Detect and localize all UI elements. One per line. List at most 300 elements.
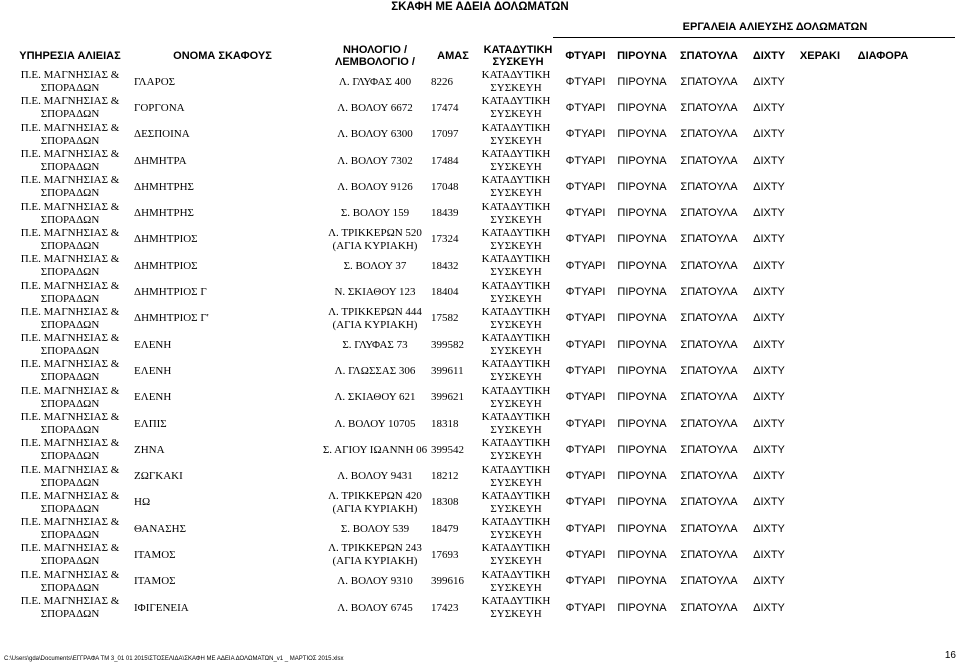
table-row <box>6 490 916 516</box>
registry-line1: Λ. ΒΟΛΟΥ 7302 <box>337 154 413 167</box>
table-row <box>6 569 916 595</box>
cell-tool-spatula: ΣΠΑΤΟΥΛΑ <box>680 470 738 483</box>
cell-tool-other <box>850 437 916 463</box>
cell-tool-net: ΔΙΧΤΥ <box>753 601 785 614</box>
cell-diving-gear <box>475 569 557 595</box>
diving-gear-line2: ΣΥΣΚΕΥΗ <box>490 213 542 226</box>
cell-ama: 17484 <box>431 154 459 167</box>
cell-registry <box>319 411 431 437</box>
cell-registry <box>319 69 431 95</box>
diving-gear-line1: ΚΑΤΑΔΥΤΙΚΗ <box>481 305 551 318</box>
cell-diving-gear <box>475 490 557 516</box>
registry-line1: Λ. ΒΟΛΟΥ 9126 <box>337 180 413 193</box>
table-row <box>6 253 916 279</box>
cell-tool-shovel: ΦΤΥΑΡΙ <box>565 207 606 220</box>
cell-service <box>6 95 134 121</box>
cell-vessel-name: ΔΕΣΠΟΙΝΑ <box>134 128 190 141</box>
cell-tool-other <box>850 227 916 253</box>
cell-diving-gear <box>475 253 557 279</box>
cell-service <box>6 516 134 542</box>
cell-vessel-name: ΓΟΡΓΟΝΑ <box>134 101 185 114</box>
diving-gear-line2: ΣΥΣΚΕΥΗ <box>490 502 542 515</box>
cell-vessel-name: ΙΦΙΓΕΝΕΙΑ <box>134 601 189 614</box>
cell-tool-net: ΔΙΧΤΥ <box>753 575 785 588</box>
diving-gear-line1: ΚΑΤΑΔΥΤΙΚΗ <box>481 95 551 108</box>
cell-tool-hand <box>790 385 850 411</box>
cell-tool-other <box>850 463 916 489</box>
diving-gear-line1: ΚΑΤΑΔΥΤΙΚΗ <box>481 384 551 397</box>
cell-vessel-name: ΖΩΓΚΑΚΙ <box>134 470 183 483</box>
cell-tool-other <box>850 358 916 384</box>
cell-diving-gear <box>475 358 557 384</box>
cell-vessel-name: ΔΗΜΗΤΡΙΟΣ <box>134 259 198 272</box>
cell-registry <box>319 332 431 358</box>
cell-service <box>6 279 134 305</box>
cell-tool-net: ΔΙΧΤΥ <box>753 180 785 193</box>
registry-line2: (ΑΓΙΑ ΚΥΡΙΑΚΗ) <box>332 239 418 252</box>
cell-tool-fork: ΠΙΡΟΥΝΑ <box>617 312 667 325</box>
service-line2: ΣΠΟΡΑΔΩΝ <box>40 424 100 436</box>
cell-tool-hand <box>790 227 850 253</box>
diving-gear-line1: ΚΑΤΑΔΥΤΙΚΗ <box>481 542 551 555</box>
header-diving-gear-line2: ΣΥΣΚΕΥΗ <box>492 55 544 68</box>
cell-ama: 399611 <box>431 364 464 377</box>
cell-vessel-name: ΙΤΑΜΟΣ <box>134 548 176 561</box>
cell-tool-net: ΔΙΧΤΥ <box>753 338 785 351</box>
cell-tool-hand <box>790 463 850 489</box>
cell-diving-gear <box>475 69 557 95</box>
cell-tool-net: ΔΙΧΤΥ <box>753 391 785 404</box>
cell-tool-spatula: ΣΠΑΤΟΥΛΑ <box>680 128 738 141</box>
diving-gear-line1: ΚΑΤΑΔΥΤΙΚΗ <box>481 489 551 502</box>
cell-service <box>6 227 134 253</box>
cell-tool-hand <box>790 200 850 226</box>
cell-tool-spatula: ΣΠΑΤΟΥΛΑ <box>680 233 738 246</box>
cell-vessel-name: ΕΛΠΙΣ <box>134 417 167 430</box>
diving-gear-line2: ΣΥΣΚΕΥΗ <box>490 266 542 279</box>
diving-gear-line1: ΚΑΤΑΔΥΤΙΚΗ <box>481 437 551 450</box>
registry-line1: Λ. ΓΛΩΣΣΑΣ 306 <box>334 364 416 377</box>
cell-registry <box>319 490 431 516</box>
cell-tool-other <box>850 200 916 226</box>
cell-tool-spatula: ΣΠΑΤΟΥΛΑ <box>680 417 738 430</box>
cell-tool-spatula: ΣΠΑΤΟΥΛΑ <box>680 207 738 220</box>
cell-tool-hand <box>790 122 850 148</box>
cell-tool-fork: ΠΙΡΟΥΝΑ <box>617 548 667 561</box>
cell-tool-spatula: ΣΠΑΤΟΥΛΑ <box>680 338 738 351</box>
cell-registry <box>319 279 431 305</box>
cell-registry <box>319 385 431 411</box>
table-row <box>6 122 916 148</box>
cell-tool-shovel: ΦΤΥΑΡΙ <box>565 338 606 351</box>
service-line1: Π.Ε. ΜΑΓΝΗΣΙΑΣ & <box>20 174 120 187</box>
cell-tool-fork: ΠΙΡΟΥΝΑ <box>617 128 667 141</box>
cell-tool-spatula: ΣΠΑΤΟΥΛΑ <box>680 312 738 325</box>
cell-service <box>6 411 134 437</box>
header-diving-gear-line1: ΚΑΤΑΔΥΤΙΚΗ <box>483 43 553 56</box>
cell-ama: 399542 <box>431 443 464 456</box>
cell-tool-net: ΔΙΧΤΥ <box>753 154 785 167</box>
cell-registry <box>319 174 431 200</box>
cell-diving-gear <box>475 306 557 332</box>
cell-ama: 18439 <box>431 207 459 220</box>
service-line2: ΣΠΟΡΑΔΩΝ <box>40 450 100 463</box>
cell-tool-hand <box>790 332 850 358</box>
cell-registry <box>319 200 431 226</box>
service-line2: ΣΠΟΡΑΔΩΝ <box>40 108 100 121</box>
diving-gear-line2: ΣΥΣΚΕΥΗ <box>490 581 542 594</box>
table-row <box>6 516 916 542</box>
service-line2: ΣΠΟΡΑΔΩΝ <box>40 213 100 226</box>
registry-line1: Λ. ΣΚΙΑΘΟΥ 621 <box>334 391 416 404</box>
table-row <box>6 358 916 384</box>
cell-tool-spatula: ΣΠΑΤΟΥΛΑ <box>680 180 738 193</box>
cell-tool-hand <box>790 358 850 384</box>
table-row <box>6 200 916 226</box>
table-row <box>6 411 916 437</box>
cell-tool-hand <box>790 411 850 437</box>
header-tool-spatula: ΣΠΑΤΟΥΛΑ <box>680 49 738 62</box>
cell-registry <box>319 122 431 148</box>
cell-tool-shovel: ΦΤΥΑΡΙ <box>565 601 606 614</box>
service-line1: Π.Ε. ΜΑΓΝΗΣΙΑΣ & <box>20 542 120 555</box>
tools-group-title: ΕΡΓΑΛΕΙΑ ΑΛΙΕΥΣΗΣ ΔΟΛΩΜΑΤΩΝ <box>682 21 868 33</box>
cell-ama: 18432 <box>431 259 459 272</box>
cell-tool-net: ΔΙΧΤΥ <box>753 443 785 456</box>
cell-tool-spatula: ΣΠΑΤΟΥΛΑ <box>680 286 738 299</box>
registry-line1: Λ. ΒΟΛΟΥ 6672 <box>337 101 413 114</box>
cell-vessel-name: ΕΛΕΝΗ <box>134 364 172 377</box>
cell-registry <box>319 595 431 621</box>
cell-diving-gear <box>475 95 557 121</box>
cell-service <box>6 332 134 358</box>
cell-tool-fork: ΠΙΡΟΥΝΑ <box>617 207 667 220</box>
registry-line1: Λ. ΤΡΙΚΚΕΡΩΝ 420 <box>328 489 422 502</box>
cell-tool-other <box>850 490 916 516</box>
diving-gear-line1: ΚΑΤΑΔΥΤΙΚΗ <box>481 332 551 345</box>
cell-ama: 17324 <box>431 233 459 246</box>
service-line1: Π.Ε. ΜΑΓΝΗΣΙΑΣ & <box>20 121 120 134</box>
diving-gear-line2: ΣΥΣΚΕΥΗ <box>490 187 542 200</box>
cell-service <box>6 69 134 95</box>
cell-tool-fork: ΠΙΡΟΥΝΑ <box>617 233 667 246</box>
service-line2: ΣΠΟΡΑΔΩΝ <box>40 529 100 542</box>
cell-diving-gear <box>475 463 557 489</box>
cell-ama: 8226 <box>431 75 453 88</box>
cell-tool-net: ΔΙΧΤΥ <box>753 522 785 535</box>
header-tool-shovel: ΦΤΥΑΡΙ <box>565 49 606 62</box>
tools-group-divider <box>553 37 955 38</box>
diving-gear-line2: ΣΥΣΚΕΥΗ <box>490 529 542 542</box>
cell-tool-spatula: ΣΠΑΤΟΥΛΑ <box>680 443 738 456</box>
cell-ama: 17097 <box>431 128 459 141</box>
diving-gear-line1: ΚΑΤΑΔΥΤΙΚΗ <box>481 568 551 581</box>
service-line2: ΣΠΟΡΑΔΩΝ <box>40 266 100 279</box>
cell-tool-shovel: ΦΤΥΑΡΙ <box>565 154 606 167</box>
cell-vessel-name: ΔΗΜΗΤΡΑ <box>134 154 187 167</box>
table-row <box>6 595 916 621</box>
cell-tool-fork: ΠΙΡΟΥΝΑ <box>617 417 667 430</box>
table-row <box>6 306 916 332</box>
cell-diving-gear <box>475 595 557 621</box>
cell-service <box>6 595 134 621</box>
service-line1: Π.Ε. ΜΑΓΝΗΣΙΑΣ & <box>20 305 120 318</box>
document-title: ΣΚΑΦΗ ΜΕ ΑΔΕΙΑ ΔΟΛΩΜΑΤΩΝ <box>391 1 569 13</box>
cell-tool-net: ΔΙΧΤΥ <box>753 259 785 272</box>
cell-tool-other <box>850 595 916 621</box>
cell-service <box>6 174 134 200</box>
cell-service <box>6 306 134 332</box>
cell-diving-gear <box>475 332 557 358</box>
diving-gear-line1: ΚΑΤΑΔΥΤΙΚΗ <box>481 174 551 187</box>
cell-vessel-name: ΗΩ <box>134 496 151 509</box>
table-row <box>6 385 916 411</box>
cell-tool-fork: ΠΙΡΟΥΝΑ <box>617 601 667 614</box>
service-line2: ΣΠΟΡΑΔΩΝ <box>40 134 100 147</box>
cell-vessel-name: ΔΗΜΗΤΡΗΣ <box>134 180 194 193</box>
cell-registry <box>319 516 431 542</box>
diving-gear-line1: ΚΑΤΑΔΥΤΙΚΗ <box>481 226 551 239</box>
registry-line1: Λ. ΒΟΛΟΥ 10705 <box>334 417 416 430</box>
service-line2: ΣΠΟΡΑΔΩΝ <box>40 161 100 174</box>
table-row <box>6 279 916 305</box>
cell-tool-hand <box>790 95 850 121</box>
service-line2: ΣΠΟΡΑΔΩΝ <box>40 476 100 489</box>
table-row <box>6 227 916 253</box>
cell-tool-other <box>850 279 916 305</box>
registry-line1: Σ. ΒΟΛΟΥ 539 <box>340 522 410 535</box>
cell-tool-fork: ΠΙΡΟΥΝΑ <box>617 391 667 404</box>
registry-line1: Σ. ΒΟΛΟΥ 37 <box>343 259 407 272</box>
cell-tool-net: ΔΙΧΤΥ <box>753 470 785 483</box>
diving-gear-line1: ΚΑΤΑΔΥΤΙΚΗ <box>481 358 551 371</box>
service-line1: Π.Ε. ΜΑΓΝΗΣΙΑΣ & <box>20 437 120 450</box>
cell-tool-other <box>850 174 916 200</box>
cell-service <box>6 200 134 226</box>
cell-tool-spatula: ΣΠΑΤΟΥΛΑ <box>680 575 738 588</box>
cell-tool-other <box>850 332 916 358</box>
cell-tool-shovel: ΦΤΥΑΡΙ <box>565 443 606 456</box>
cell-tool-spatula: ΣΠΑΤΟΥΛΑ <box>680 154 738 167</box>
cell-vessel-name: ΔΗΜΗΤΡΙΟΣ Γ' <box>134 312 209 325</box>
registry-line1: Λ. ΒΟΛΟΥ 6745 <box>337 601 413 614</box>
service-line2: ΣΠΟΡΑΔΩΝ <box>40 292 100 305</box>
cell-tool-net: ΔΙΧΤΥ <box>753 101 785 114</box>
cell-registry <box>319 542 431 568</box>
cell-ama: 17582 <box>431 312 459 325</box>
cell-tool-spatula: ΣΠΑΤΟΥΛΑ <box>680 391 738 404</box>
registry-line1: Λ. ΤΡΙΚΚΕΡΩΝ 520 <box>328 226 422 239</box>
cell-tool-net: ΔΙΧΤΥ <box>753 75 785 88</box>
cell-diving-gear <box>475 385 557 411</box>
cell-diving-gear <box>475 122 557 148</box>
cell-service <box>6 569 134 595</box>
service-line1: Π.Ε. ΜΑΓΝΗΣΙΑΣ & <box>20 463 120 476</box>
service-line2: ΣΠΟΡΑΔΩΝ <box>40 345 100 358</box>
diving-gear-line2: ΣΥΣΚΕΥΗ <box>490 345 542 358</box>
table-row <box>6 463 916 489</box>
cell-tool-net: ΔΙΧΤΥ <box>753 417 785 430</box>
cell-tool-fork: ΠΙΡΟΥΝΑ <box>617 496 667 509</box>
diving-gear-line2: ΣΥΣΚΕΥΗ <box>490 292 542 305</box>
table-row <box>6 148 916 174</box>
cell-diving-gear <box>475 411 557 437</box>
header-tool-fork: ΠΙΡΟΥΝΑ <box>617 49 667 62</box>
table-row <box>6 69 916 95</box>
table-row <box>6 95 916 121</box>
cell-tool-shovel: ΦΤΥΑΡΙ <box>565 522 606 535</box>
cell-diving-gear <box>475 227 557 253</box>
cell-ama: 17474 <box>431 101 459 114</box>
cell-service <box>6 148 134 174</box>
cell-registry <box>319 569 431 595</box>
cell-tool-hand <box>790 542 850 568</box>
cell-tool-fork: ΠΙΡΟΥΝΑ <box>617 259 667 272</box>
registry-line1: Λ. ΤΡΙΚΚΕΡΩΝ 444 <box>328 305 422 318</box>
cell-tool-shovel: ΦΤΥΑΡΙ <box>565 417 606 430</box>
diving-gear-line2: ΣΥΣΚΕΥΗ <box>490 134 542 147</box>
cell-tool-fork: ΠΙΡΟΥΝΑ <box>617 101 667 114</box>
cell-diving-gear <box>475 279 557 305</box>
header-registry-line2: ΛΕΜΒΟΛΟΓΙΟ / <box>335 55 415 68</box>
cell-tool-fork: ΠΙΡΟΥΝΑ <box>617 575 667 588</box>
cell-service <box>6 358 134 384</box>
diving-gear-line2: ΣΥΣΚΕΥΗ <box>490 397 542 410</box>
header-ama: ΑΜΑΣ <box>437 49 469 62</box>
cell-tool-hand <box>790 279 850 305</box>
diving-gear-line1: ΚΑΤΑΔΥΤΙΚΗ <box>481 148 551 161</box>
cell-tool-other <box>850 69 916 95</box>
diving-gear-line1: ΚΑΤΑΔΥΤΙΚΗ <box>481 595 551 608</box>
cell-ama: 17423 <box>431 601 459 614</box>
cell-tool-net: ΔΙΧΤΥ <box>753 207 785 220</box>
registry-line1: Λ. ΒΟΛΟΥ 6300 <box>337 128 413 141</box>
diving-gear-line2: ΣΥΣΚΕΥΗ <box>490 82 542 95</box>
service-line2: ΣΠΟΡΑΔΩΝ <box>40 82 100 95</box>
vessels-table <box>6 42 916 621</box>
cell-tool-shovel: ΦΤΥΑΡΙ <box>565 286 606 299</box>
service-line1: Π.Ε. ΜΑΓΝΗΣΙΑΣ & <box>20 279 120 292</box>
diving-gear-line1: ΚΑΤΑΔΥΤΙΚΗ <box>481 279 551 292</box>
service-line1: Π.Ε. ΜΑΓΝΗΣΙΑΣ & <box>20 516 120 529</box>
cell-ama: 18318 <box>431 417 459 430</box>
cell-registry <box>319 306 431 332</box>
cell-tool-spatula: ΣΠΑΤΟΥΛΑ <box>680 522 738 535</box>
table-header-row <box>6 42 916 69</box>
header-diving-gear <box>475 42 557 69</box>
diving-gear-line1: ΚΑΤΑΔΥΤΙΚΗ <box>481 69 551 82</box>
service-line1: Π.Ε. ΜΑΓΝΗΣΙΑΣ & <box>20 95 120 108</box>
cell-registry <box>319 227 431 253</box>
cell-diving-gear <box>475 148 557 174</box>
cell-diving-gear <box>475 200 557 226</box>
diving-gear-line1: ΚΑΤΑΔΥΤΙΚΗ <box>481 516 551 529</box>
cell-tool-fork: ΠΙΡΟΥΝΑ <box>617 522 667 535</box>
footer-file-path: C:\Users\gda\Documents\ΕΓΓΡΑΦΑ ΤΜ 3_01 01 2015\ΣΤΟΣΕΛΙΔΑ\ΣΚΑΦΗ ΜΕ ΑΔΕΙΑ ΔΟΛΩΜΑΤΩΝ_v1 _ ΜΑΡΤΙΟΣ 2015.xlsx <box>4 656 344 662</box>
cell-tool-net: ΔΙΧΤΥ <box>753 286 785 299</box>
registry-line1: Σ. ΑΓΙΟΥ ΙΩΑΝΝΗ 06 <box>322 443 428 456</box>
cell-tool-spatula: ΣΠΑΤΟΥΛΑ <box>680 496 738 509</box>
cell-registry <box>319 463 431 489</box>
cell-tool-other <box>850 385 916 411</box>
cell-tool-hand <box>790 437 850 463</box>
registry-line2: (ΑΓΙΑ ΚΥΡΙΑΚΗ) <box>332 502 418 515</box>
header-registry-line1: ΝΗΟΛΟΓΙΟ / <box>342 43 408 56</box>
registry-line1: Ν. ΣΚΙΑΘΟΥ 123 <box>334 286 416 299</box>
service-line1: Π.Ε. ΜΑΓΝΗΣΙΑΣ & <box>20 489 120 502</box>
cell-tool-fork: ΠΙΡΟΥΝΑ <box>617 75 667 88</box>
cell-tool-hand <box>790 595 850 621</box>
cell-tool-fork: ΠΙΡΟΥΝΑ <box>617 470 667 483</box>
cell-vessel-name: ΕΛΕΝΗ <box>134 391 172 404</box>
cell-tool-other <box>850 569 916 595</box>
cell-vessel-name: ΔΗΜΗΤΡΗΣ <box>134 207 194 220</box>
cell-tool-net: ΔΙΧΤΥ <box>753 496 785 509</box>
service-line2: ΣΠΟΡΑΔΩΝ <box>40 502 100 515</box>
diving-gear-line2: ΣΥΣΚΕΥΗ <box>490 108 542 121</box>
table-row <box>6 332 916 358</box>
cell-tool-fork: ΠΙΡΟΥΝΑ <box>617 338 667 351</box>
cell-tool-other <box>850 253 916 279</box>
diving-gear-line2: ΣΥΣΚΕΥΗ <box>490 450 542 463</box>
service-line1: Π.Ε. ΜΑΓΝΗΣΙΑΣ & <box>20 411 120 423</box>
cell-vessel-name: ΔΗΜΗΤΡΙΟΣ Γ <box>134 286 207 299</box>
cell-ama: 18212 <box>431 470 459 483</box>
service-line1: Π.Ε. ΜΑΓΝΗΣΙΑΣ & <box>20 568 120 581</box>
cell-ama: 17693 <box>431 548 459 561</box>
cell-tool-shovel: ΦΤΥΑΡΙ <box>565 364 606 377</box>
registry-line1: Λ. ΓΛΥΦΑΣ 400 <box>338 75 412 88</box>
cell-service <box>6 542 134 568</box>
cell-ama: 18308 <box>431 496 459 509</box>
cell-vessel-name: ΘΑΝΑΣΗΣ <box>134 522 186 535</box>
service-line1: Π.Ε. ΜΑΓΝΗΣΙΑΣ & <box>20 253 120 266</box>
diving-gear-line2: ΣΥΣΚΕΥΗ <box>490 555 542 568</box>
cell-tool-other <box>850 95 916 121</box>
cell-tool-shovel: ΦΤΥΑΡΙ <box>565 128 606 141</box>
diving-gear-line1: ΚΑΤΑΔΥΤΙΚΗ <box>481 411 551 423</box>
cell-tool-spatula: ΣΠΑΤΟΥΛΑ <box>680 101 738 114</box>
diving-gear-line1: ΚΑΤΑΔΥΤΙΚΗ <box>481 253 551 266</box>
cell-tool-shovel: ΦΤΥΑΡΙ <box>565 233 606 246</box>
cell-tool-fork: ΠΙΡΟΥΝΑ <box>617 154 667 167</box>
cell-tool-shovel: ΦΤΥΑΡΙ <box>565 101 606 114</box>
cell-tool-fork: ΠΙΡΟΥΝΑ <box>617 180 667 193</box>
service-line2: ΣΠΟΡΑΔΩΝ <box>40 318 100 331</box>
service-line2: ΣΠΟΡΑΔΩΝ <box>40 555 100 568</box>
cell-tool-hand <box>790 174 850 200</box>
header-vessel-name: ΟΝΟΜΑ ΣΚΑΦΟΥΣ <box>173 49 272 62</box>
cell-tool-fork: ΠΙΡΟΥΝΑ <box>617 286 667 299</box>
registry-line1: Λ. ΤΡΙΚΚΕΡΩΝ 243 <box>328 542 422 555</box>
cell-ama: 399616 <box>431 575 464 588</box>
cell-tool-spatula: ΣΠΑΤΟΥΛΑ <box>680 75 738 88</box>
cell-tool-net: ΔΙΧΤΥ <box>753 233 785 246</box>
cell-service <box>6 253 134 279</box>
cell-tool-hand <box>790 69 850 95</box>
cell-ama: 18479 <box>431 522 459 535</box>
cell-tool-hand <box>790 569 850 595</box>
cell-vessel-name: ΔΗΜΗΤΡΙΟΣ <box>134 233 198 246</box>
diving-gear-line2: ΣΥΣΚΕΥΗ <box>490 161 542 174</box>
cell-diving-gear <box>475 174 557 200</box>
diving-gear-line2: ΣΥΣΚΕΥΗ <box>490 476 542 489</box>
cell-service <box>6 463 134 489</box>
service-line1: Π.Ε. ΜΑΓΝΗΣΙΑΣ & <box>20 384 120 397</box>
service-line1: Π.Ε. ΜΑΓΝΗΣΙΑΣ & <box>20 226 120 239</box>
cell-tool-net: ΔΙΧΤΥ <box>753 312 785 325</box>
cell-tool-shovel: ΦΤΥΑΡΙ <box>565 312 606 325</box>
